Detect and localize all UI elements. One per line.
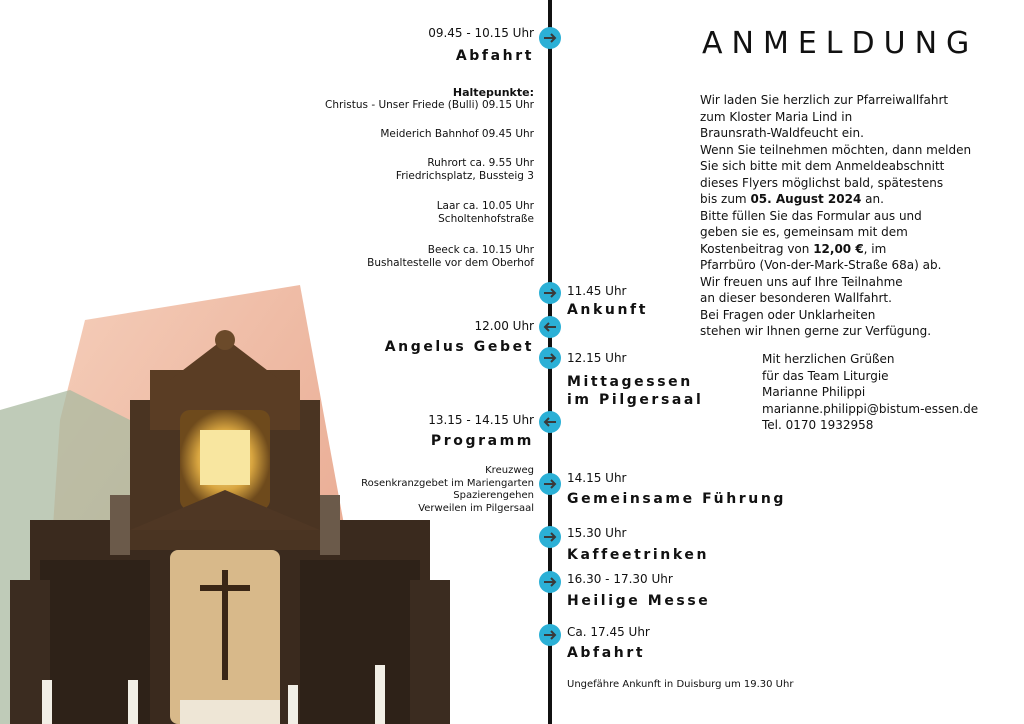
program-list [361,465,534,515]
program-item: Rosenkranzgebet im Mariengarten [361,477,534,489]
stop-item: Ruhrort ca. 9.55 Uhr Friedrichsplatz, Bussteig 3 [395,157,534,182]
departure-time: 09.45 - 10.15 Uhr [428,26,534,40]
stops-heading: Haltepunkte: [452,86,534,99]
phone-number: Tel. 0170 1932958 [762,418,874,432]
timeline-marker-icon [539,27,561,49]
email-link[interactable]: marianne.philippi@bistum-essen.de [762,401,979,416]
mass-time: 16.30 - 17.30 Uhr [567,572,673,586]
coffee-title: Kaffeetrinken [567,547,710,563]
mass-title: Heilige Messe [567,593,711,609]
return-title: Abfahrt [567,645,646,661]
stop-item: Christus - Unser Friede (Bulli) 09.15 Uhr [325,99,534,111]
timeline-marker-icon [539,282,561,304]
departure-title: Abfahrt [455,48,534,64]
program-item: Verweilen im Pilgersaal [418,502,534,514]
tour-title: Gemeinsame Führung [567,491,787,507]
arrival-time: 11.45 Uhr [567,284,627,298]
program-title: Programm [430,433,534,449]
timeline-marker-icon [539,526,561,548]
stop-item: Meiderich Bahnhof 09.45 Uhr [380,128,534,140]
return-time: Ca. 17.45 Uhr [567,625,650,639]
timeline-marker-icon [539,411,561,433]
timeline-marker-icon [539,571,561,593]
program-item: Kreuzweg [485,465,534,476]
signature-block: Mit herzlichen Grüßen für das Team Liturgie Marianne Philippi marianne.philippi@bistum-essen.de Tel. 0170 1932958 [762,352,979,432]
arrival-title: Ankunft [567,302,649,318]
stop-item: Laar ca. 10.05 Uhr Scholtenhofstraße [436,200,534,225]
timeline-marker-icon [539,316,561,338]
tour-time: 14.15 Uhr [567,471,627,485]
timeline-marker-icon [539,473,561,495]
deadline: 05. August 2024 [750,192,862,206]
timeline-marker-icon [539,624,561,646]
stop-item: Beeck ca. 10.15 Uhr Bushaltestelle vor dem Oberhof [367,244,534,269]
lunch-title: Mittagessen im Pilgersaal [567,374,704,408]
program-item: Spazierengehen [453,490,534,501]
invitation-text: Wir laden Sie herzlich zur Pfarreiwallfahrt zum Kloster Maria Lind in Braunsrath-Waldfeucht ein. Wenn Sie teilnehmen möchten, dann melden Sie sich bitte mit dem Anmeldeabschnitt dieses Flyers möglichst bald, spätestens bis zum 05. August 2024 an. Bitte füllen Sie das Formular aus und geben sie es, gemeinsam mit dem Kostenbeitrag von 12,00 €, im Pfarrbüro (Von-der-Mark-Straße 68a) ab. Wir freuen uns auf Ihre Teilnahme an dieser besonderen Wallfahrt. Bei Fragen oder Unklarheiten stehen wir Ihnen gerne zur Verfügung. [700,93,972,338]
registration-title: ANMELDUNG [702,26,979,61]
fee: 12,00 € [813,241,864,256]
return-note: Ungefähre Ankunft in Duisburg um 19.30 Uhr [567,679,794,690]
angelus-title: Angelus Gebet [384,339,534,355]
program-time: 13.15 - 14.15 Uhr [428,413,534,427]
angelus-time: 12.00 Uhr [474,319,534,333]
lunch-time: 12.15 Uhr [567,351,627,365]
coffee-time: 15.30 Uhr [567,526,627,540]
timeline-marker-icon [539,347,561,369]
